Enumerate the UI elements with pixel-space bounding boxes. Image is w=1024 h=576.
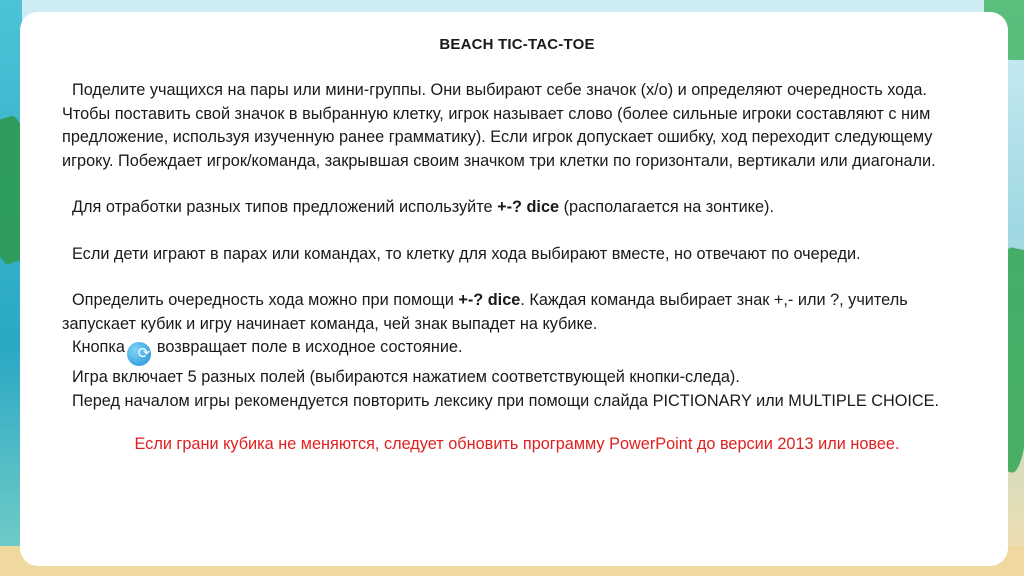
paragraph-teams: Если дети играют в парах или командах, то клетку для хода выбирают вместе, но отвечают по очереди.: [72, 244, 861, 263]
page-title: BEACH TIC-TAC-TOE: [439, 36, 595, 53]
paragraph-refresh-button: [62, 336, 972, 366]
paragraph-dice: [62, 196, 972, 220]
paragraph-turn-order: [62, 289, 972, 336]
paragraph-rules: Поделите учащихся на пары или мини-группы. Они выбирают себе значок (х/о) и определяют очередность хода. Чтобы поставить свой значок в выбранную клетку, игрок называет слово (более сильные игроки составляют с ним предложение, используя изученную ранее грамматику). Если игрок допускает ошибку, ход переходит следующему игроку. Побеждает игрок/команда, закрывшая своим значком три клетки по горизонтали, вертикали или диагонали.: [62, 81, 936, 170]
paragraph-pictionary: Перед началом игры рекомендуется повторить лексику при помощи слайда PICTIONARY или MULTIPLE CHOICE.: [72, 391, 940, 410]
turn-order-tail: . Каждая команда выбирает знак +,- или ?, учитель запускает кубик и игру начинает команда, чей знак выпадет на кубике.: [62, 291, 908, 333]
instruction-card: [20, 12, 1008, 566]
dice-label: +-? dice: [497, 198, 560, 216]
dice-label-2: +-? dice: [458, 291, 521, 309]
refresh-line-end: возвращает поле в исходное состояние.: [156, 338, 463, 356]
refresh-icon: ⟳: [127, 342, 151, 366]
sea-strip: [0, 0, 22, 576]
paragraph-dice-tail: (располагается на зонтике).: [559, 198, 774, 216]
warning-text: Если грани кубика не меняются, следует обновить программу PowerPoint до версии 2013 или новее.: [134, 435, 900, 453]
refresh-line-start: Кнопка: [72, 338, 125, 356]
turn-order-text: Определить очередность хода можно при помощи: [72, 291, 459, 309]
paragraph-dice-text: Для отработки разных типов предложений используйте: [72, 198, 498, 216]
paragraph-fields: Игра включает 5 разных полей (выбираются нажатием соответствующей кнопки-следа).: [72, 368, 740, 386]
